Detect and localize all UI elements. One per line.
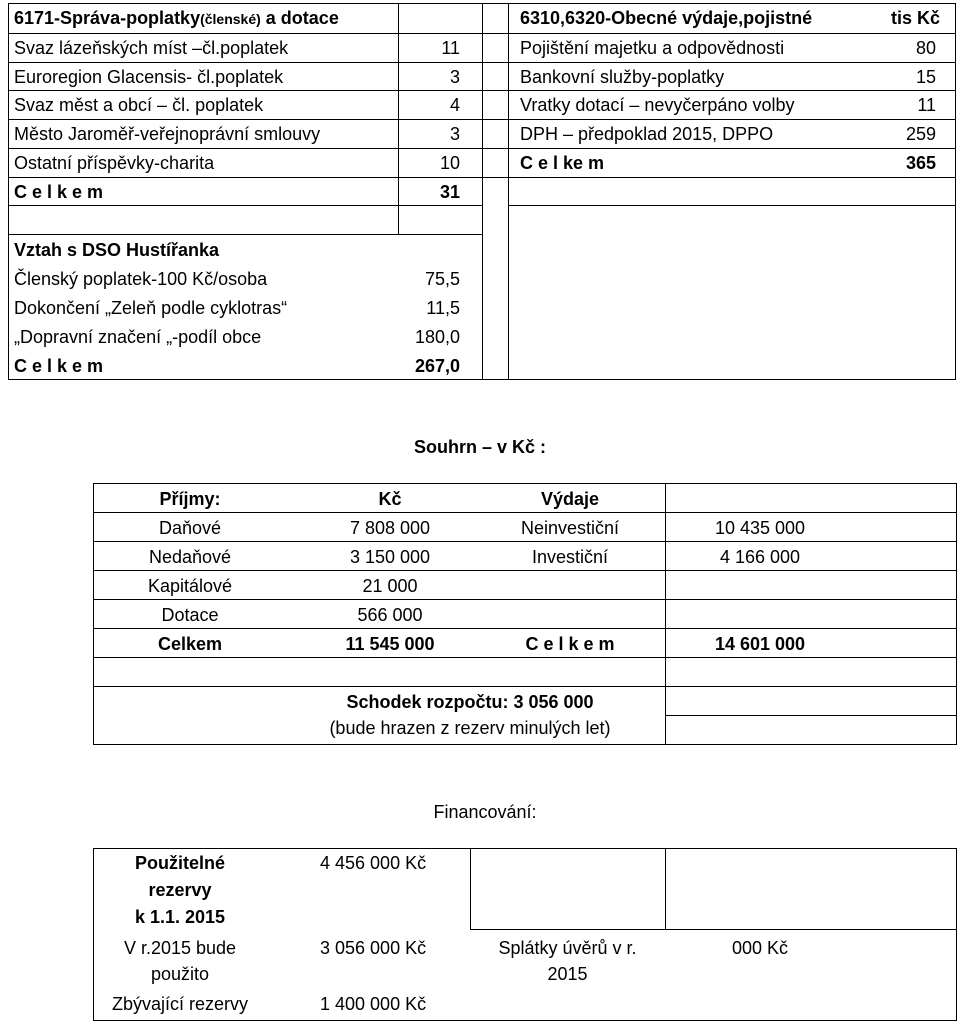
left-row-label: Svaz měst a obcí – čl. poplatek (14, 95, 264, 115)
dso-row-value: 180,0 (414, 327, 460, 347)
left-row-value: 4 (449, 95, 460, 115)
dso-row-value: 75,5 (424, 269, 460, 289)
fin-r1-label-3: k 1.1. 2015 (134, 907, 226, 927)
left-total-value: 31 (439, 182, 460, 202)
summary-title: Souhrn – v Kč : (413, 437, 547, 457)
right-row-value: 11 (917, 95, 936, 115)
dso-header: Vztah s DSO Hustířanka (14, 240, 220, 260)
deficit-note: (bude hrazen z rezerv minulých let) (329, 718, 611, 738)
left-header-tail: a dotace (260, 8, 339, 28)
fin-r2-label-1: V r.2015 bude (123, 938, 237, 958)
right-row-value: 15 (915, 67, 936, 87)
fin-r1-label-1: Použitelné (134, 853, 225, 873)
right-unit: tis Kč (890, 8, 940, 28)
summary-income-label: Kapitálové (147, 576, 233, 596)
dso-row-value: 11,5 (426, 298, 460, 318)
fin-r2-note-1: Splátky úvěrů v r. (498, 938, 637, 958)
summary-expense-label: Neinvestiční (520, 518, 620, 538)
left-row-label: Svaz lázeňských míst –čl.poplatek (14, 38, 289, 58)
summary-income-label: Nedaňové (148, 547, 232, 567)
fin-r1-label-2: rezervy (148, 880, 212, 900)
left-row-label: Ostatní příspěvky-charita (14, 153, 215, 173)
fin-r1-value: 4 456 000 Kč (320, 853, 427, 873)
right-row-value: 259 (905, 124, 936, 144)
summary-income-value: 21 000 (362, 576, 418, 596)
summary-col-kc: Kč (378, 489, 402, 509)
left-row-value: 3 (449, 67, 460, 87)
dso-total-label: C e l k e m (14, 356, 104, 376)
left-header (14, 8, 339, 29)
left-row-value: 3 (449, 124, 460, 144)
summary-expense-value: 4 166 000 (719, 547, 801, 567)
right-total-label: C e l ke m (520, 153, 605, 173)
right-row-label: Bankovní služby-poplatky (520, 67, 725, 87)
deficit: Schodek rozpočtu: 3 056 000 (346, 692, 594, 712)
dso-row-label: „Dopravní značení „-podíl obce (14, 327, 262, 347)
left-row-label: Město Jaroměř-veřejnoprávní smlouvy (14, 124, 321, 144)
fin-r2-note-2: 2015 (547, 964, 588, 984)
left-row-label: Euroregion Glacensis- čl.poplatek (14, 67, 284, 87)
summary-total-expense-label: C e l k e m (525, 634, 615, 654)
fin-r2-note-value: 000 Kč (731, 938, 789, 958)
right-row-label: Pojištění majetku a odpovědnosti (520, 38, 785, 58)
summary-total-income: 11 545 000 (345, 634, 435, 654)
right-header: 6310,6320-Obecné výdaje,pojistné (520, 8, 813, 28)
fin-r2-label-2: použito (150, 964, 210, 984)
fin-r3-label: Zbývající rezervy (111, 994, 249, 1014)
summary-income-label: Daňové (158, 518, 222, 538)
left-header-small: (členské) (200, 11, 261, 27)
left-total-label: C e l k e m (14, 182, 104, 202)
summary-income-value: 3 150 000 (349, 547, 431, 567)
summary-expense-label: Investiční (531, 547, 609, 567)
dso-row-label: Členský poplatek-100 Kč/osoba (14, 269, 268, 289)
right-total-value: 365 (905, 153, 936, 173)
financing-title: Financování: (433, 802, 537, 822)
dso-total-value: 267,0 (414, 356, 460, 376)
right-row-label: DPH – předpoklad 2015, DPPO (520, 124, 774, 144)
left-row-value: 11 (441, 38, 460, 58)
fin-r3-value: 1 400 000 Kč (320, 994, 427, 1014)
summary-total-income-label: Celkem (157, 634, 223, 654)
dso-row-label: Dokončení „Zeleň podle cyklotras“ (14, 298, 288, 318)
summary-income-value: 7 808 000 (349, 518, 431, 538)
summary-col-income: Příjmy: (159, 489, 221, 509)
summary-income-value: 566 000 (357, 605, 423, 625)
summary-total-expense: 14 601 000 (714, 634, 806, 654)
left-row-value: 10 (439, 153, 460, 173)
summary-expense-value: 10 435 000 (714, 518, 806, 538)
summary-col-expense: Výdaje (540, 489, 600, 509)
left-header-text: 6171-Správa-poplatky (14, 8, 201, 28)
fin-r2-value: 3 056 000 Kč (320, 938, 427, 958)
right-row-label: Vratky dotací – nevyčerpáno volby (520, 95, 795, 115)
right-row-value: 80 (915, 38, 936, 58)
summary-income-label: Dotace (161, 605, 219, 625)
